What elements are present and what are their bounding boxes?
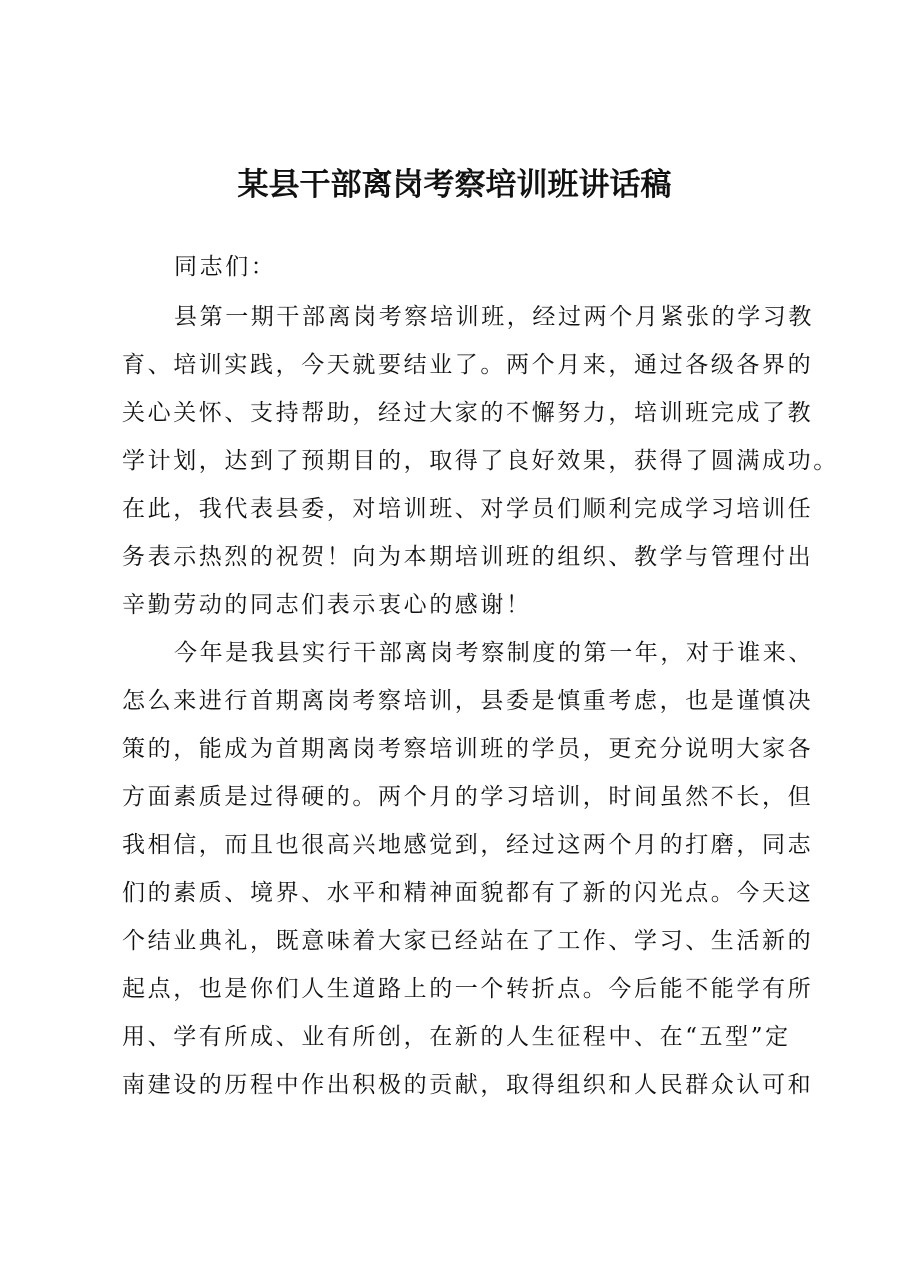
paragraph-line: 南建设的历程中作出积极的贡献，取得组织和人民群众认可和 — [122, 1072, 814, 1098]
document-body — [122, 243, 839, 1109]
paragraph-line: 个结业典礼，既意味着大家已经站在了工作、学习、生活新的 — [122, 928, 814, 954]
paragraph-line: 们的素质、境界、水平和精神面貌都有了新的闪光点。今天这 — [122, 880, 814, 906]
paragraph-line: 策的，能成为首期离岗考察培训班的学员，更充分说明大家各 — [122, 736, 814, 762]
paragraph-line: 起点，也是你们人生道路上的一个转折点。今后能不能学有所 — [122, 976, 814, 1002]
paragraph-line: 在此，我代表县委，对培训班、对学员们顺利完成学习培训任 — [122, 496, 814, 522]
paragraph-line: 用、学有所成、业有所创，在新的人生征程中、在“五型”定 — [122, 1024, 791, 1050]
paragraph-line: 育、培训实践，今天就要结业了。两个月来，通过各级各界的 — [122, 352, 814, 378]
paragraph-line: 关心关怀、支持帮助，经过大家的不懈努力，培训班完成了教 — [122, 400, 814, 426]
paragraph-line: 辛勤劳动的同志们表示衷心的感谢！ — [122, 592, 532, 618]
salutation: 同志们： — [174, 254, 277, 280]
paragraph-line: 我相信，而且也很高兴地感觉到，经过这两个月的打磨，同志 — [122, 832, 814, 858]
paragraph-line: 县第一期干部离岗考察培训班，经过两个月紧张的学习教 — [174, 304, 814, 330]
document-title: 某县干部离岗考察培训班讲话稿 — [237, 167, 672, 203]
paragraph-line: 怎么来进行首期离岗考察培训，县委是慎重考虑，也是谨慎决 — [122, 688, 814, 714]
paragraph-2 — [122, 629, 814, 1109]
paragraph-line: 方面素质是过得硬的。两个月的学习培训，时间虽然不长，但 — [122, 784, 814, 810]
paragraph-line: 今年是我县实行干部离岗考察制度的第一年，对于谁来、 — [174, 640, 814, 666]
paragraph-1 — [122, 293, 839, 629]
paragraph-line: 务表示热烈的祝贺！向为本期培训班的组织、教学与管理付出 — [122, 544, 814, 570]
paragraph-line: 学计划，达到了预期目的，取得了良好效果，获得了圆满成功。 — [122, 448, 839, 474]
